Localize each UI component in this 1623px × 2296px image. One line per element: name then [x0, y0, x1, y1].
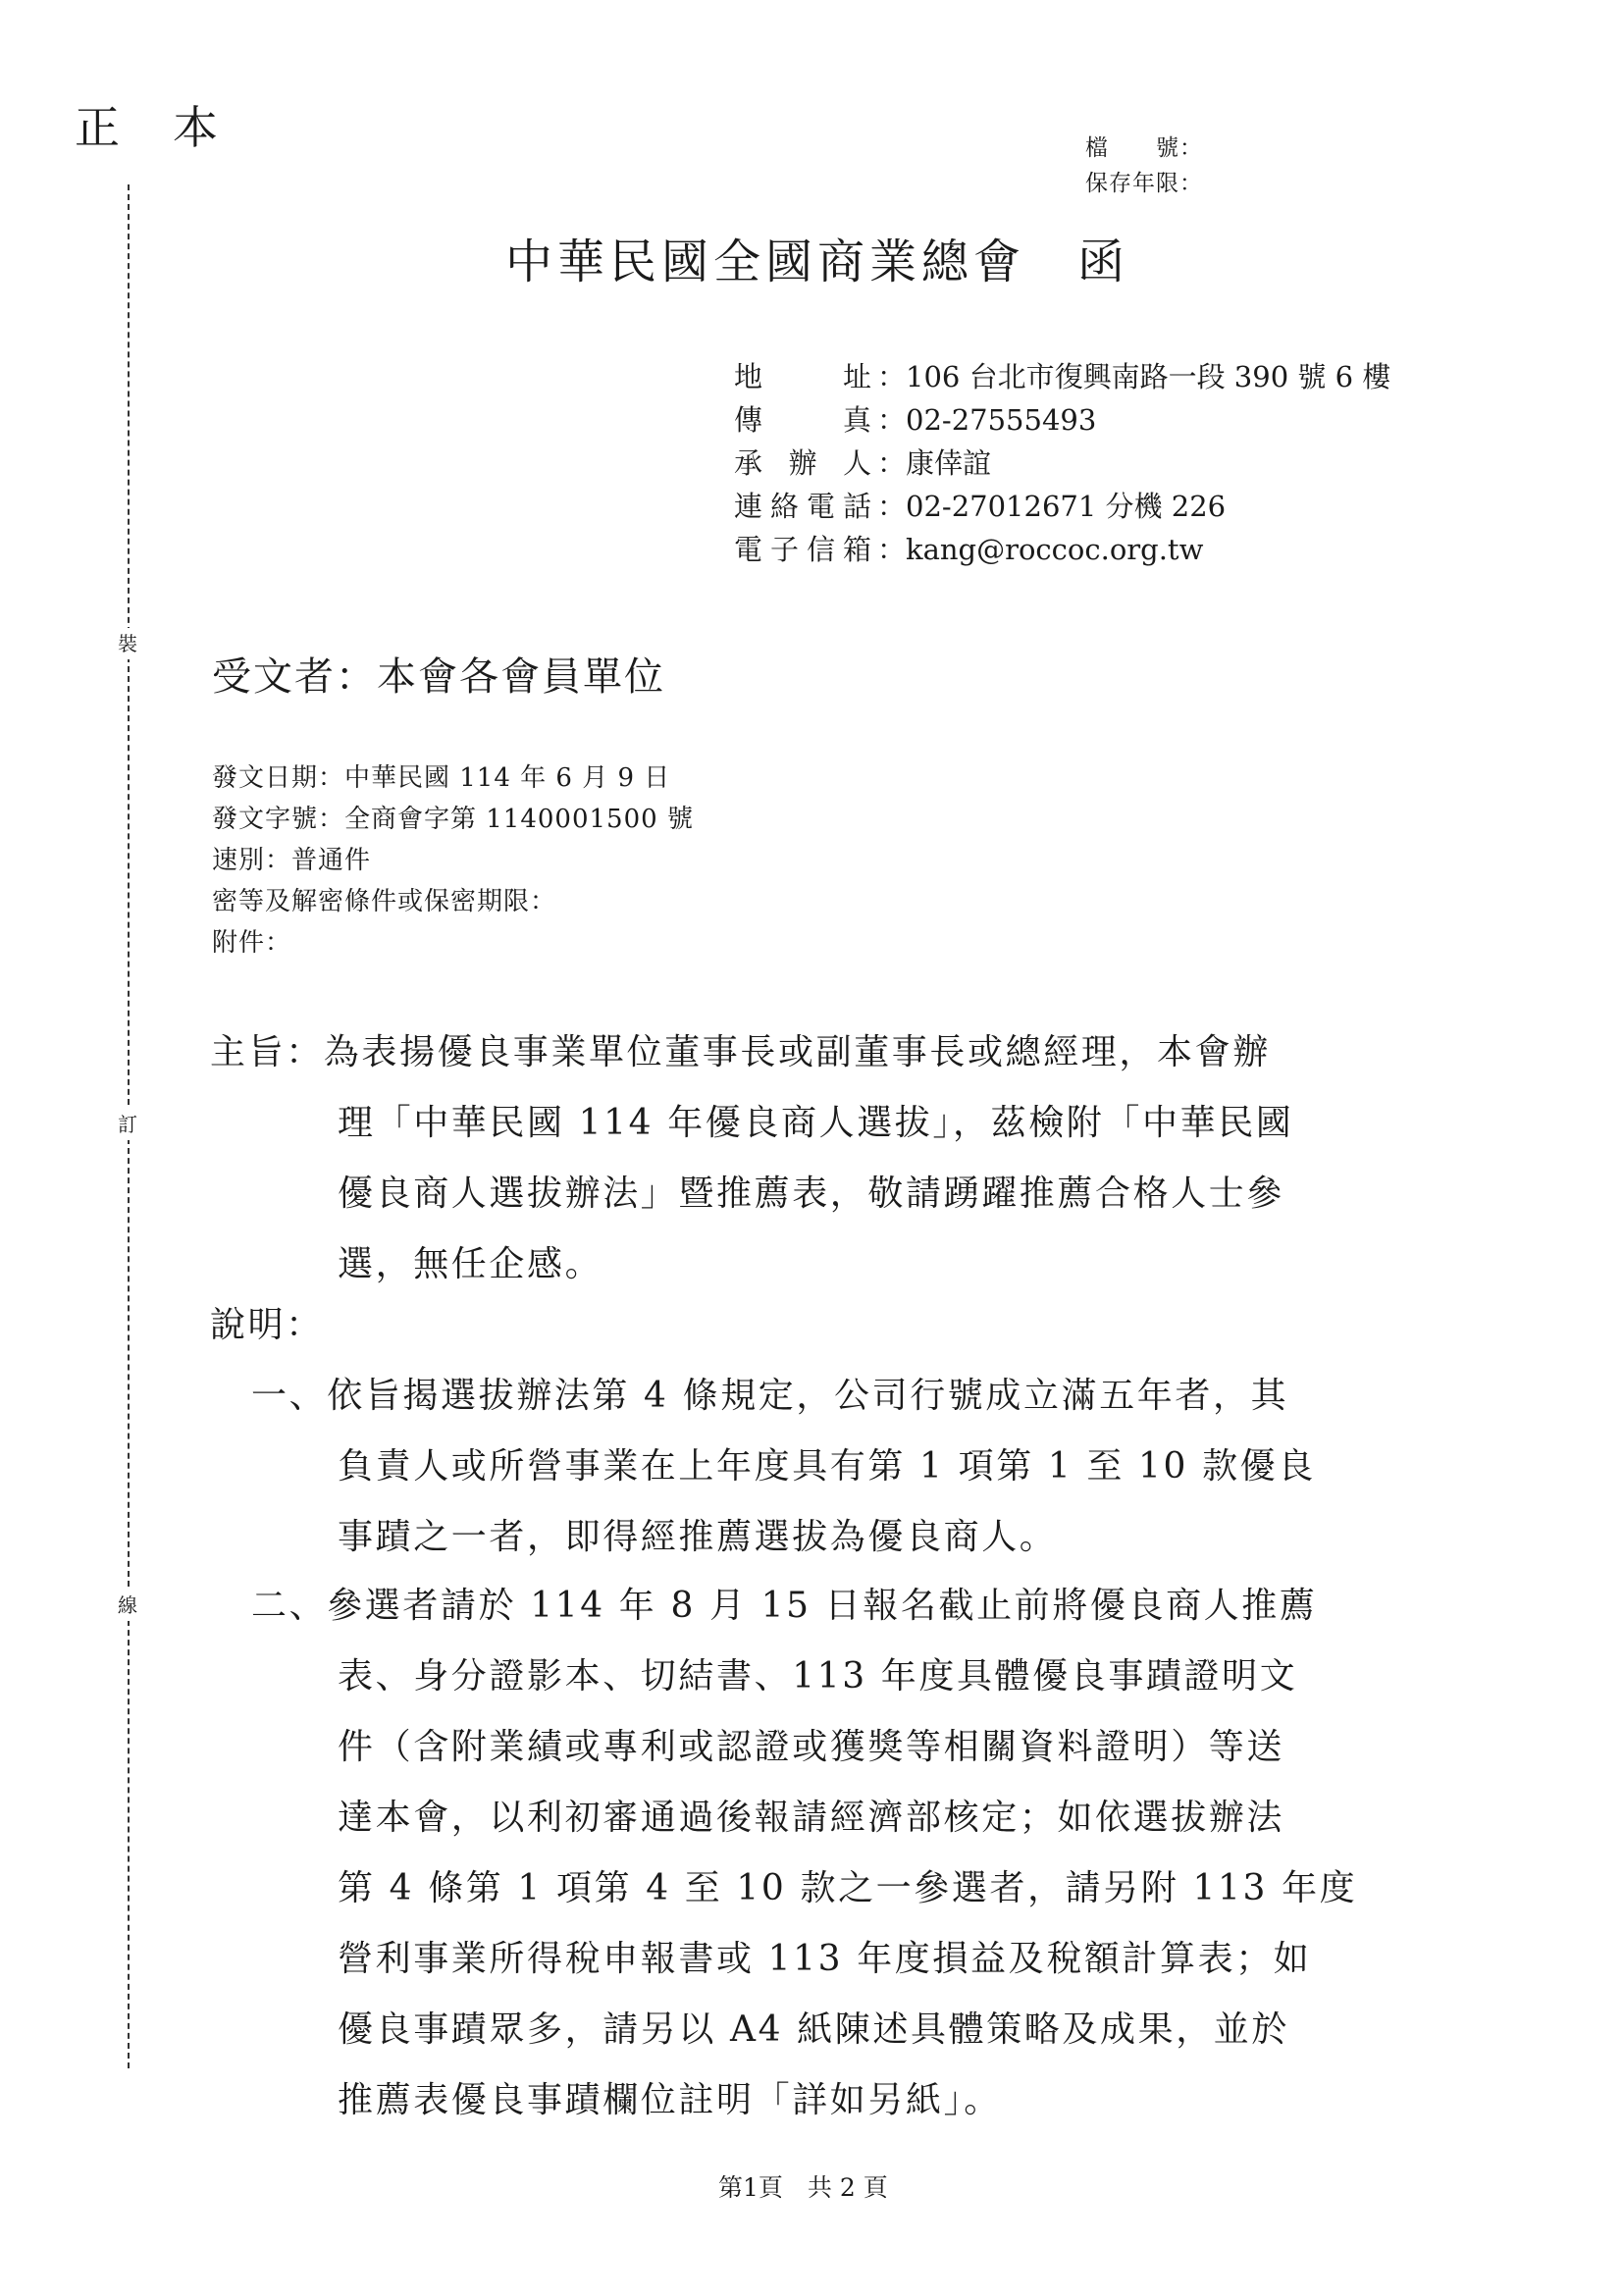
binding-mark-staple: 訂 — [118, 1109, 137, 1140]
file-number: 檔 號： — [1085, 135, 1203, 161]
explanation-item-2: 表、身分證影本、切結書、113 年度具體優良事蹟證明文 — [338, 1656, 1298, 1696]
explanation-item-1: 事蹟之一者，即得經推薦選拔為優良商人。 — [338, 1517, 1058, 1557]
explanation-item-2: 推薦表優良事蹟欄位註明「詳如另紙」。 — [338, 2080, 1002, 2120]
contact-phone — [734, 485, 1226, 525]
subject-line: 主旨：為表揚優良事業單位董事長或副董事長或總經理，本會辦 — [210, 1032, 1271, 1072]
explanation-item-2: 營利事業所得稅申報書或 113 年度損益及稅額計算表；如 — [338, 1939, 1312, 1979]
recipient: 受文者：本會各會員單位 — [212, 654, 665, 700]
explanation-label: 說明： — [210, 1305, 324, 1345]
contact-email — [734, 528, 1203, 568]
explanation-item-2: 件（含附業績或專利或認證或獲獎等相關資料證明）等送 — [338, 1727, 1285, 1767]
letter-title: 中華民國全國商業總會 函 — [505, 235, 1130, 289]
contact-fax-label: 傳真 — [734, 403, 871, 437]
delivery-speed: 速別：普通件 — [212, 846, 372, 875]
secrecy-level: 密等及解密條件或保密期限： — [212, 887, 557, 916]
page-number: 第1頁 共 2 頁 — [718, 2173, 888, 2202]
explanation-item-1: 一、依旨揭選拔辦法第 4 條規定，公司行號成立滿五年者，其 — [251, 1376, 1289, 1416]
subject-line: 選，無任企感。 — [338, 1244, 603, 1284]
explanation-item-2: 優良事蹟眾多，請另以 A4 紙陳述具體策略及成果，並於 — [338, 2009, 1289, 2050]
contact-fax — [734, 398, 1096, 439]
contact-address — [734, 355, 1390, 395]
binding-mark-line: 線 — [118, 1590, 137, 1621]
contact-handler — [734, 442, 991, 482]
retention-period: 保存年限： — [1085, 171, 1203, 196]
explanation-item-2: 達本會，以利初審通過後報請經濟部核定；如依選拔辦法 — [338, 1798, 1285, 1838]
contact-phone-label: 連絡電話 — [734, 490, 871, 523]
attachment: 附件： — [212, 928, 292, 958]
copy-mark: 正本 — [75, 101, 271, 154]
explanation-item-2: 第 4 條第 1 項第 4 至 10 款之一參選者，請另附 113 年度 — [338, 1868, 1358, 1908]
document-number: 發文字號：全商會字第 1140001500 號 — [212, 805, 694, 834]
subject-line: 理「中華民國 114 年優良商人選拔」，茲檢附「中華民國 — [338, 1103, 1294, 1143]
contact-email-value: ：kang@roccoc.org.tw — [877, 533, 1204, 566]
explanation-item-2: 二、參選者請於 114 年 8 月 15 日報名截止前將優良商人推薦 — [251, 1586, 1318, 1626]
contact-fax-value: ：02-27555493 — [877, 403, 1097, 437]
subject-line: 優良商人選拔辦法」暨推薦表，敬請踴躍推薦合格人士參 — [338, 1174, 1285, 1214]
contact-handler-value: ：康倖誼 — [877, 446, 992, 480]
contact-address-label: 地址 — [734, 360, 871, 393]
contact-handler-label: 承辦人 — [734, 446, 871, 480]
contact-phone-value: ：02-27012671 分機 226 — [877, 490, 1227, 523]
explanation-item-1: 負責人或所營事業在上年度具有第 1 項第 1 至 10 款優良 — [338, 1446, 1316, 1487]
binding-mark-bind: 裝 — [118, 628, 137, 659]
contact-email-label: 電子信箱 — [734, 533, 871, 566]
contact-address-value: ：106 台北市復興南路一段 390 號 6 樓 — [877, 360, 1391, 393]
issue-date: 發文日期：中華民國 114 年 6 月 9 日 — [212, 763, 671, 793]
